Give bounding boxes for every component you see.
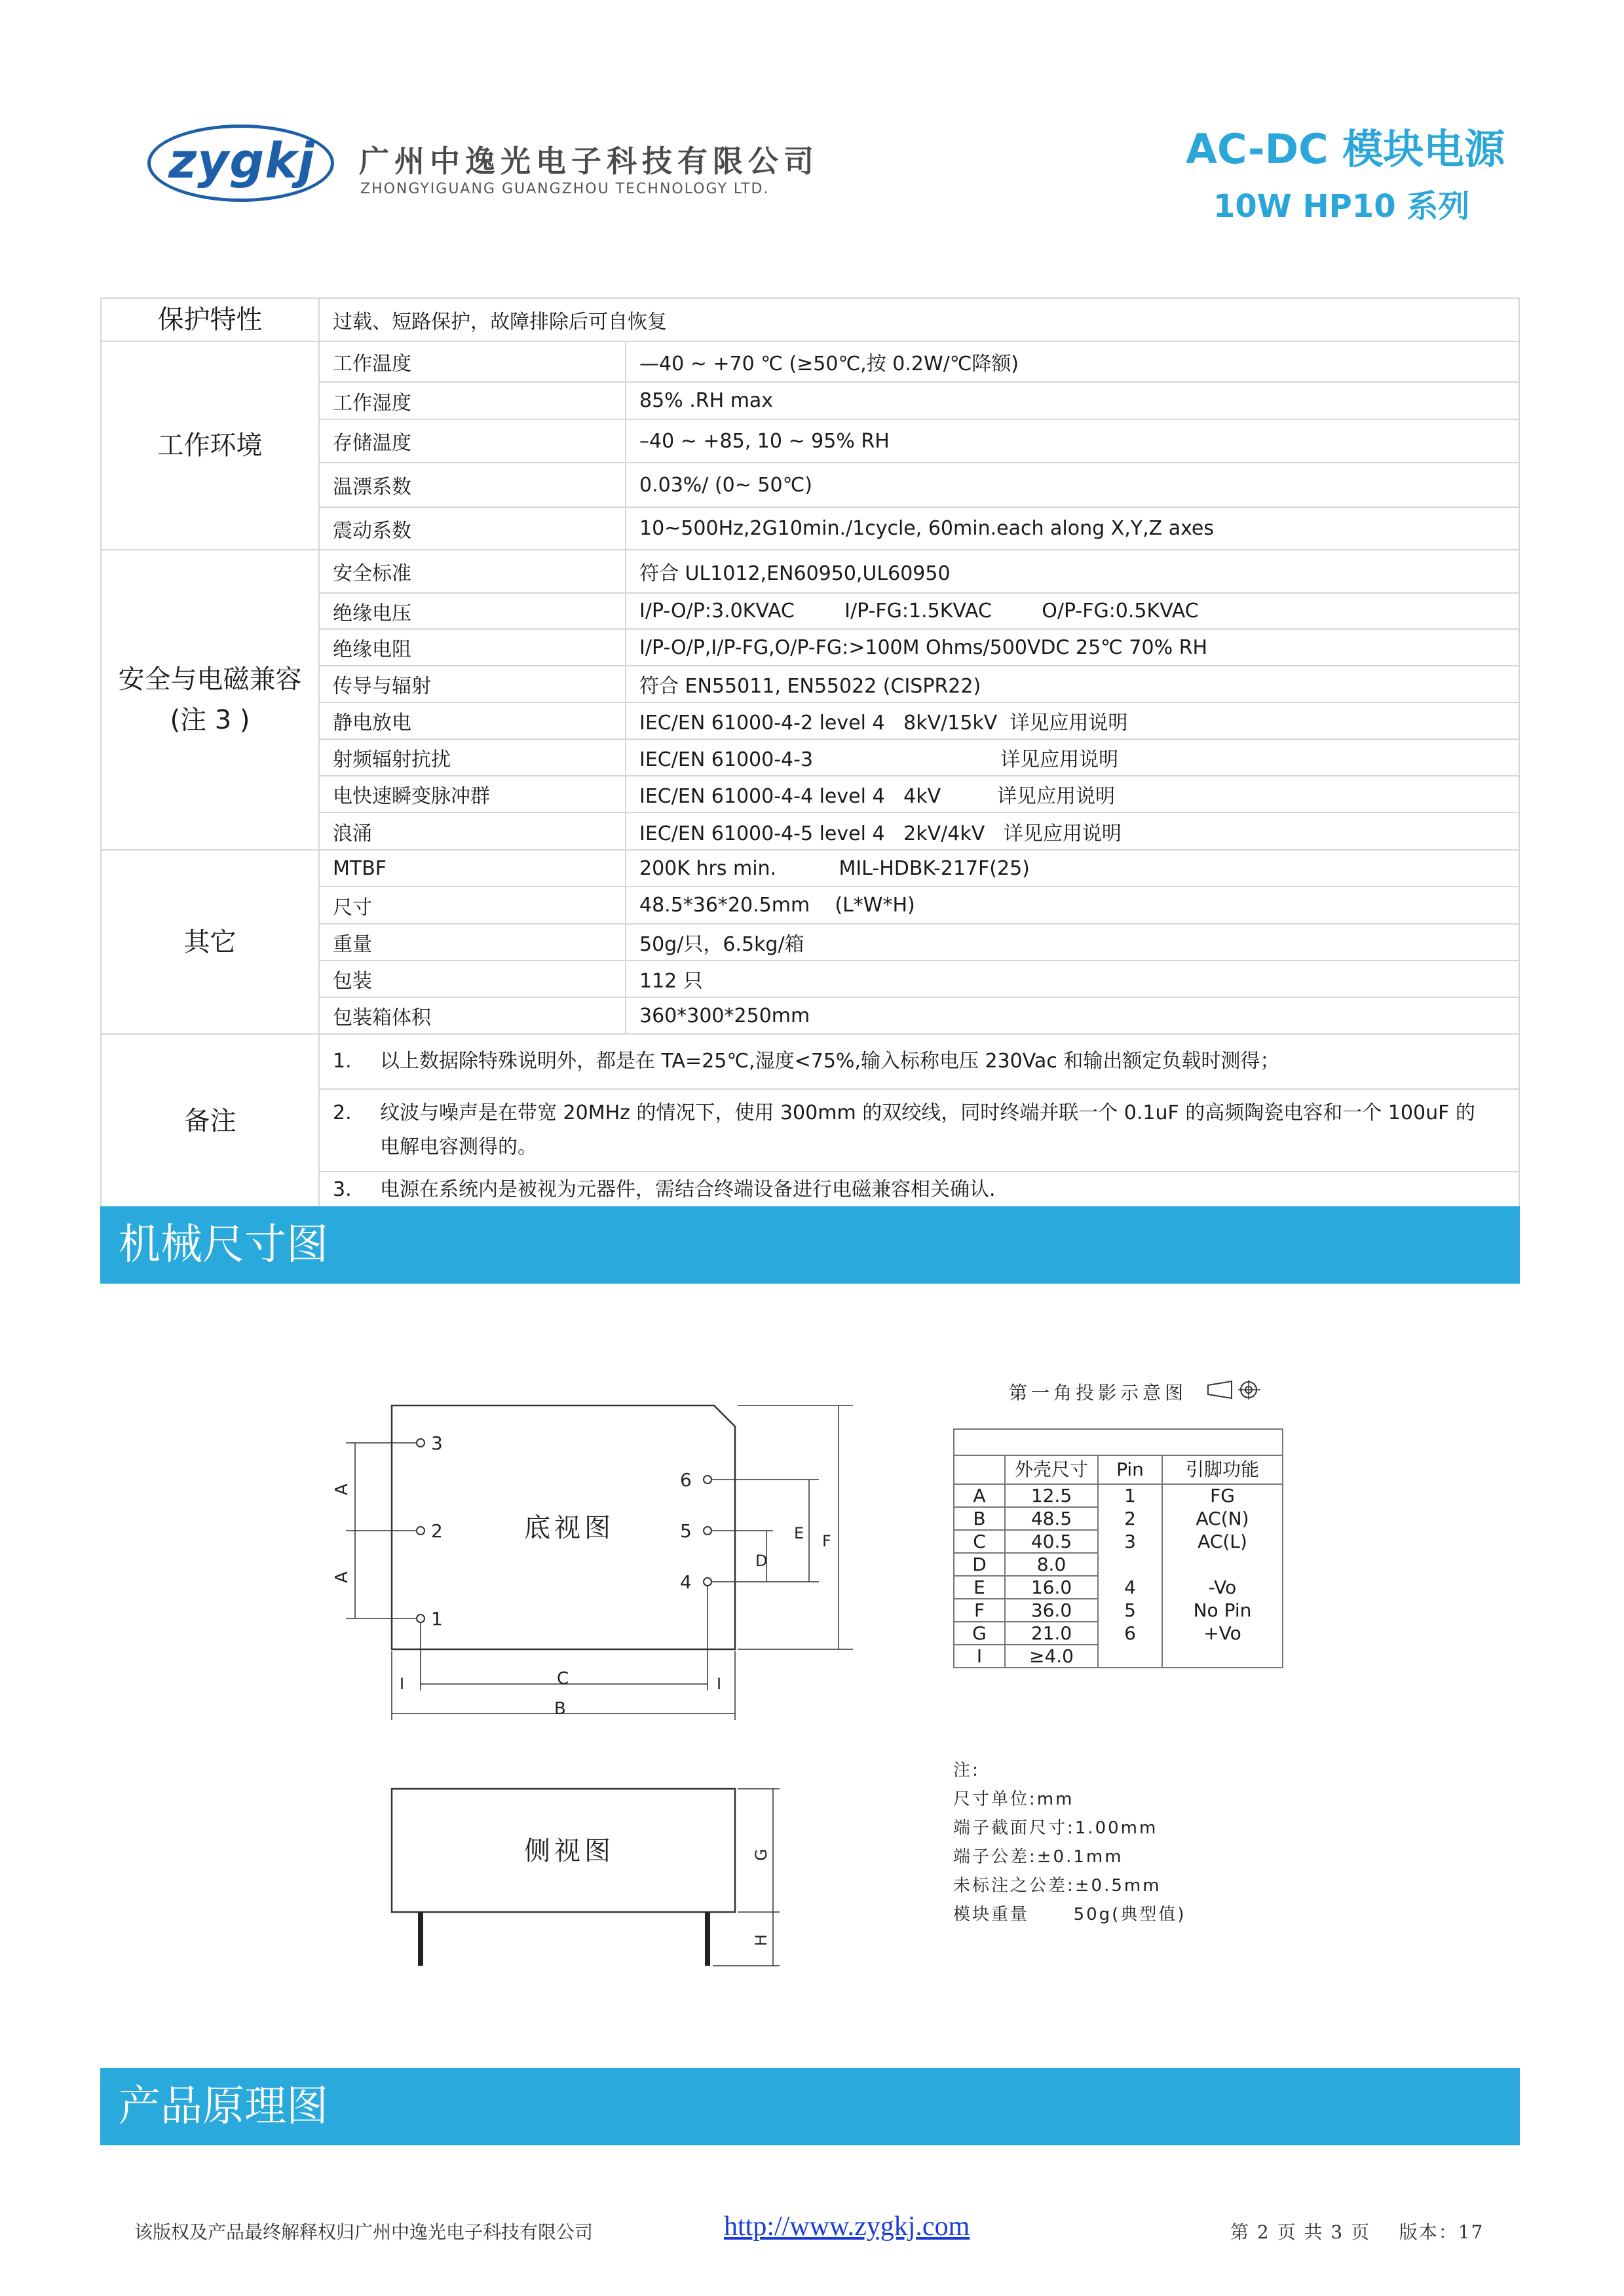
- dim-label-a2: A: [332, 1571, 352, 1583]
- remark-text-cont: 电解电容测得的。: [380, 1136, 537, 1158]
- param-name: 绝缘电阻: [319, 629, 626, 666]
- param-name: 传导与辐射: [319, 666, 626, 702]
- param-value: —40 ~ +70 ℃ (≥50℃,按 0.2W/℃降额): [626, 341, 1519, 382]
- table-row: [101, 550, 1519, 593]
- dim-label-c: C: [557, 1669, 569, 1689]
- section-mechanical: 机械尺寸图: [100, 1206, 1520, 1284]
- section-principle: 产品原理图: [100, 2068, 1520, 2145]
- param-value: I/P-O/P,I/P-FG,O/P-FG:>100M Ohms/500VDC 25℃ 70% RH: [626, 629, 1519, 666]
- dim-label-i1: I: [400, 1675, 405, 1693]
- param-value: 112 只: [626, 961, 1519, 997]
- param-name: 存储温度: [319, 419, 626, 463]
- param-name: 包装: [319, 961, 626, 997]
- param-name: 射频辐射抗扰: [319, 739, 626, 776]
- footer-link[interactable]: http://www.zygkj.com: [724, 2211, 970, 2242]
- category-cell: 安全与电磁兼容(注 3 ): [101, 550, 319, 850]
- param-name: 安全标准: [319, 550, 626, 593]
- pin-label: 6: [680, 1469, 692, 1491]
- table-cell: AC(N): [1162, 1507, 1283, 1530]
- table-cell: B: [954, 1507, 1005, 1530]
- param-name: 震动系数: [319, 507, 626, 550]
- category-cell: 保护特性: [101, 298, 319, 341]
- table-cell: 3: [1098, 1530, 1162, 1553]
- note-line: 模块重量 50g(典型值): [953, 1905, 1186, 1924]
- param-value: 符合 UL1012,EN60950,UL60950: [626, 550, 1519, 593]
- table-cell: E: [954, 1576, 1005, 1599]
- param-value: IEC/EN 61000-4-2 level 4 8kV/15kV 详见应用说明: [626, 702, 1519, 739]
- pin-label: 3: [431, 1432, 443, 1454]
- table-cell: ≥4.0: [1005, 1645, 1098, 1668]
- table-cell: 2: [1098, 1507, 1162, 1530]
- page-title: AC-DC 模块电源: [1186, 125, 1505, 173]
- projection-symbol-icon: [1205, 1379, 1264, 1402]
- table-row: [954, 1429, 1283, 1455]
- pin-label: 2: [431, 1520, 443, 1542]
- table-header: 引脚功能: [1162, 1455, 1283, 1484]
- remark-text: 以上数据除特殊说明外，都是在 TA=25℃,湿度<75%,输入标称电压 230Vac 和输出额定负载时测得；: [380, 1050, 1280, 1073]
- remark-item: [319, 1034, 1519, 1089]
- table-cell: 21.0: [1005, 1622, 1098, 1645]
- value-cell: 过载、短路保护，故障排除后可自恢复: [319, 298, 1519, 341]
- param-name: 绝缘电压: [319, 593, 626, 629]
- table-cell: [1162, 1645, 1283, 1668]
- table-cell: 40.5: [1005, 1530, 1098, 1553]
- param-value: 符合 EN55011, EN55022 (CISPR22): [626, 666, 1519, 702]
- table-row: [954, 1553, 1283, 1576]
- table-row: [101, 341, 1519, 382]
- param-value: 200K hrs min. MIL-HDBK-217F(25): [626, 850, 1519, 887]
- param-name: MTBF: [319, 850, 626, 887]
- table-row: [954, 1484, 1283, 1507]
- note-line: 端子公差:±0.1mm: [953, 1847, 1124, 1867]
- dim-label-e: E: [794, 1524, 804, 1542]
- param-value: IEC/EN 61000-4-3 详见应用说明: [626, 739, 1519, 776]
- dim-label-i2: I: [717, 1675, 722, 1693]
- table-cell: -Vo: [1162, 1576, 1283, 1599]
- param-name: 工作温度: [319, 341, 626, 382]
- table-cell: A: [954, 1484, 1005, 1507]
- dim-label-g: G: [752, 1848, 770, 1861]
- category-cell: 其它: [101, 850, 319, 1034]
- dim-label-h: H: [752, 1934, 770, 1946]
- note-line: 尺寸单位:mm: [953, 1789, 1074, 1809]
- param-name: 重量: [319, 924, 626, 961]
- table-cell: 16.0: [1005, 1576, 1098, 1599]
- param-value: IEC/EN 61000-4-5 level 4 2kV/4kV 详见应用说明: [626, 813, 1519, 850]
- table-cell: 1: [1098, 1484, 1162, 1507]
- table-cell: FG: [1162, 1484, 1283, 1507]
- remark-item: [319, 1172, 1519, 1208]
- param-value: 10~500Hz,2G10min./1cycle, 60min.each along X,Y,Z axes: [626, 507, 1519, 550]
- param-name: 静电放电: [319, 702, 626, 739]
- table-row: [954, 1455, 1283, 1484]
- page-subtitle: 10W HP10 系列: [1213, 188, 1470, 225]
- table-cell: [1162, 1553, 1283, 1576]
- table-row: [954, 1645, 1283, 1668]
- note-line: 未标注之公差:±0.5mm: [953, 1876, 1161, 1896]
- table-header: Pin: [1098, 1455, 1162, 1484]
- table-cell: 8.0: [1005, 1553, 1098, 1576]
- dim-label-d: D: [755, 1552, 768, 1570]
- param-name: 电快速瞬变脉冲群: [319, 776, 626, 813]
- param-name: 浪涌: [319, 813, 626, 850]
- table-row: [954, 1507, 1283, 1530]
- table-row: [954, 1576, 1283, 1599]
- remark-number: 3.: [333, 1178, 352, 1201]
- param-name: 包装箱体积: [319, 997, 626, 1034]
- dim-label-b: B: [554, 1699, 566, 1719]
- table-row: [954, 1622, 1283, 1645]
- param-value: 48.5*36*20.5mm (L*W*H): [626, 887, 1519, 924]
- table-cell: [954, 1455, 1005, 1484]
- table-row: [954, 1599, 1283, 1622]
- projection-label: 第一角投影示意图: [1009, 1382, 1188, 1404]
- param-name: 工作湿度: [319, 382, 626, 419]
- pin-label: 1: [431, 1608, 443, 1630]
- param-name: 尺寸: [319, 887, 626, 924]
- table-cell: No Pin: [1162, 1599, 1283, 1622]
- param-value: 85% .RH max: [626, 382, 1519, 419]
- table-row: [954, 1530, 1283, 1553]
- dim-label-a1: A: [332, 1483, 352, 1495]
- table-row: [101, 1034, 1519, 1089]
- table-cell: +Vo: [1162, 1622, 1283, 1645]
- table-cell: [954, 1429, 1283, 1455]
- param-value: –40 ~ +85, 10 ~ 95% RH: [626, 419, 1519, 463]
- table-cell: 36.0: [1005, 1599, 1098, 1622]
- pin-label: 4: [680, 1571, 692, 1593]
- table-cell: [1098, 1553, 1162, 1576]
- drawing-notes: [953, 1756, 1186, 1929]
- remark-number: 2.: [333, 1101, 352, 1124]
- table-header: 外壳尺寸: [1005, 1455, 1098, 1484]
- table-cell: D: [954, 1553, 1005, 1576]
- mechanical-drawing: [321, 1376, 831, 1999]
- company-name-en: ZHONGYIGUANG GUANGZHOU TECHNOLOGY LTD.: [360, 181, 770, 197]
- table-cell: AC(L): [1162, 1530, 1283, 1553]
- table-cell: 5: [1098, 1599, 1162, 1622]
- table-row: [101, 850, 1519, 887]
- remark-text: 电源在系统内是被视为元器件，需结合终端设备进行电磁兼容相关确认.: [380, 1178, 996, 1201]
- dimension-table: [953, 1428, 1283, 1668]
- category-cell: 工作环境: [101, 341, 319, 550]
- table-cell: C: [954, 1530, 1005, 1553]
- param-value: IEC/EN 61000-4-4 level 4 4kV 详见应用说明: [626, 776, 1519, 813]
- dim-label-f: F: [822, 1532, 831, 1550]
- notes-title: 注:: [953, 1761, 980, 1780]
- bottom-view-label: 底视图: [524, 1513, 614, 1543]
- footer-copyright: 该版权及产品最终解释权归广州中逸光电子科技有限公司: [134, 2221, 594, 2243]
- table-cell: G: [954, 1622, 1005, 1645]
- remark-text: 纹波与噪声是在带宽 20MHz 的情况下，使用 300mm 的双绞线，同时终端并联一个 0.1uF 的高频陶瓷电容和一个 100uF 的: [380, 1101, 1475, 1124]
- footer-page-info: 第 2 页 共 3 页 版本：17: [1230, 2221, 1484, 2243]
- spec-table: [100, 297, 1520, 1209]
- param-value: 0.03%/ (0~ 50℃): [626, 463, 1519, 507]
- table-cell: F: [954, 1599, 1005, 1622]
- table-cell: 48.5: [1005, 1507, 1098, 1530]
- table-row: [101, 298, 1519, 341]
- remark-number: 1.: [333, 1050, 352, 1073]
- table-cell: [1098, 1645, 1162, 1668]
- company-name-cn: 广州中逸光电子科技有限公司: [359, 144, 819, 179]
- param-value: I/P-O/P:3.0KVAC I/P-FG:1.5KVAC O/P-FG:0.5KVAC: [626, 593, 1519, 629]
- category-cell: 备注: [101, 1034, 319, 1208]
- param-value: 50g/只，6.5kg/箱: [626, 924, 1519, 961]
- note-line: 端子截面尺寸:1.00mm: [953, 1818, 1158, 1838]
- param-value: 360*300*250mm: [626, 997, 1519, 1034]
- table-cell: 6: [1098, 1622, 1162, 1645]
- company-logo: zygkj: [168, 133, 315, 189]
- table-cell: 4: [1098, 1576, 1162, 1599]
- table-cell: I: [954, 1645, 1005, 1668]
- param-name: 温漂系数: [319, 463, 626, 507]
- side-view-label: 侧视图: [524, 1836, 614, 1866]
- pin-label: 5: [680, 1520, 692, 1542]
- table-cell: 12.5: [1005, 1484, 1098, 1507]
- remark-item: [319, 1089, 1519, 1172]
